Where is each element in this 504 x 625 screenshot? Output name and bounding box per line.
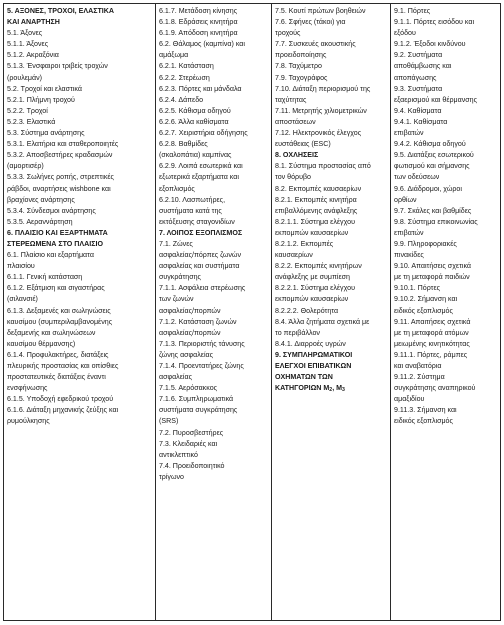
list-item: 7.9. Ταχογράφος bbox=[275, 73, 328, 82]
list-item: 9.4. Καθίσματα bbox=[394, 106, 442, 115]
list-item: 9.8. Σύστημα επικοινωνίας bbox=[394, 217, 478, 226]
list-item: τροχούς bbox=[275, 29, 301, 38]
table-column-1 bbox=[4, 4, 156, 620]
list-item: συστήματα συγκράτησης bbox=[159, 406, 238, 415]
list-item: 5.3.5. Αεραννάρτηση bbox=[7, 217, 73, 226]
list-item: 9.11. Απαιτήσεις σχετικά bbox=[394, 317, 471, 326]
list-item: 8.2.2.2. Θολερότητα bbox=[275, 306, 339, 315]
list-item: 9.7. Σκάλες και βαθμίδες bbox=[394, 206, 472, 215]
list-item: 5.2.1. Πλήμνη τροχού bbox=[7, 95, 75, 104]
list-item: 6.1.7. Μετάδοση κίνησης bbox=[159, 7, 238, 15]
list-item: εκπομπών καυσαερίων bbox=[275, 228, 349, 237]
table-column-4 bbox=[391, 4, 500, 620]
list-item: 5.3.3. Σωλήνες ροπής, στρεπτικές bbox=[7, 173, 114, 182]
list-item: 6.1.3. Δεξαμενές και σωληνώσεις bbox=[7, 306, 111, 315]
list-item: καυσίμου (συμπεριλαμβανομένης bbox=[7, 317, 113, 326]
list-item: 6.1.6. Διάταξη μηχανικής ζεύξης και bbox=[7, 406, 119, 415]
list-item: 7.3. Κλειδαριές και bbox=[159, 439, 218, 448]
list-item: ΚΑΤΗΓΟΡΙΩΝ $M_2$, $M_3$ bbox=[275, 384, 345, 394]
list-item: αποστάσεων bbox=[275, 117, 316, 126]
list-item: 5. ΑΞΟΝΕΣ, ΤΡΟΧΟΙ, ΕΛΑΣΤΙΚΑ bbox=[7, 7, 115, 15]
list-item: 5.3.1. Ελατήρια και σταθεροποιητές bbox=[7, 140, 119, 149]
list-item: βραχίονες ανάρτησης bbox=[7, 195, 75, 204]
list-item: 7.1.4. Προεντατήρες ζώνης bbox=[159, 362, 244, 370]
list-item: 6.1.8. Εδράσεις κινητήρα bbox=[159, 18, 238, 27]
list-item: συγκράτησης bbox=[159, 273, 201, 282]
list-item: 6.1.1. Γενική κατάσταση bbox=[7, 273, 83, 282]
list-item: (σκαλοπάτια) καμπίνας bbox=[159, 151, 232, 160]
list-item: 8.2.2.1. Σύστημα ελέγχου bbox=[275, 284, 355, 293]
list-item: πλευρικής προστασίας και οπίσθιες bbox=[7, 362, 119, 370]
list-item: ειδικός εξοπλισμός bbox=[394, 417, 453, 426]
list-item: 6.2.7. Χειριστήρια οδήγησης bbox=[159, 129, 248, 138]
list-item: 9.11.3. Σήμανση και bbox=[394, 406, 457, 415]
list-item: ζώνης ασφαλείας bbox=[159, 350, 214, 359]
list-item: εκπομπών καυσαερίων bbox=[275, 295, 349, 304]
list-item: των ζωνών bbox=[159, 295, 194, 304]
list-item: (σιλανσιέ) bbox=[7, 295, 38, 304]
list-item: καυσαερίων bbox=[275, 251, 313, 260]
inspection-items-table bbox=[3, 3, 501, 621]
list-item: 7.1.3. Περιοριστής τάνυσης bbox=[159, 339, 245, 348]
list-item: 6.2.2. Στερέωση bbox=[159, 73, 210, 82]
list-item: εκτόξευσης σταγονιδίων bbox=[159, 217, 235, 226]
list-item: 6.2.10. Λασπωτήρες, bbox=[159, 195, 226, 204]
list-item: επιβατών bbox=[394, 228, 424, 237]
list-item: 6.1.9. Απόδοση κινητήρα bbox=[159, 29, 238, 38]
list-item: τον θόρυβο bbox=[275, 173, 311, 182]
list-item: 8. ΟΧΛΗΣΕΙΣ bbox=[275, 151, 319, 160]
list-item: επιβαλλόμενης ανάφλεξης bbox=[275, 206, 358, 215]
list-item: 7.7. Συσκευές ακουστικής bbox=[275, 40, 356, 49]
list-item: 6. ΠΛΑΙΣΙΟ ΚΑΙ ΕΞΑΡΤΗΜΑΤΑ bbox=[7, 228, 108, 237]
list-item: 5.2.2. Τροχοί bbox=[7, 106, 48, 115]
list-item: 7.1. Ζώνες bbox=[159, 239, 193, 248]
list-item: ορθίων bbox=[394, 195, 417, 204]
list-item: 8.4. Άλλα ζητήματα σχετικά με bbox=[275, 317, 370, 326]
list-item: 7.1.1. Ασφάλεια στερέωσης bbox=[159, 284, 246, 293]
list-item: καυσίμου θέρμανσης) bbox=[7, 339, 76, 348]
table-column-2 bbox=[156, 4, 272, 620]
list-item: 8.2.1.1. Σύστημα ελέγχου bbox=[275, 217, 355, 226]
list-item: εξαερισμού και θέρμανσης bbox=[394, 95, 478, 104]
list-item: το περιβάλλον bbox=[275, 328, 320, 337]
list-item: 5.1.1. Άξονες bbox=[7, 40, 49, 49]
list-item: 6.2.9. Λοιπά εσωτερικά και bbox=[159, 162, 243, 171]
list-item: 9.1. Πόρτες bbox=[394, 7, 431, 15]
list-item: 5.2.3. Ελαστικά bbox=[7, 117, 56, 126]
list-item: εξωτερικά εξαρτήματα και bbox=[159, 173, 239, 182]
list-item: με τη μεταφορά ατόμων bbox=[394, 328, 469, 337]
list-item: 6.2.8. Βαθμίδες bbox=[159, 140, 208, 149]
list-item: (SRS) bbox=[159, 417, 179, 426]
list-item: 8.4.1. Διαρροές υγρών bbox=[275, 339, 346, 348]
list-item: τρίγωνο bbox=[159, 472, 184, 481]
list-item: εξόδου bbox=[394, 29, 416, 38]
list-item: 9.10.2. Σήμανση και bbox=[394, 295, 458, 304]
list-item: 9.10. Απαιτήσεις σχετικά bbox=[394, 262, 472, 271]
list-item: 7.12. Ηλεκτρονικός έλεγχος bbox=[275, 129, 362, 138]
list-item: 9.2. Συστήματα bbox=[394, 51, 443, 60]
list-item: 9. ΣΥΜΠΛΗΡΩΜΑΤΙΚΟΙ bbox=[275, 350, 353, 359]
list-item: ράβδοι, αναρτήσεις wishbone και bbox=[7, 184, 111, 193]
list-item: 9.10.1. Πόρτες bbox=[394, 284, 441, 293]
list-item: αντικλεπτικό bbox=[159, 450, 198, 459]
list-item: 9.11.1. Πόρτες, ράμπες bbox=[394, 350, 468, 359]
list-item: των οδεύσεων bbox=[394, 173, 440, 182]
list-item: 9.4.2. Κάθισμα οδηγού bbox=[394, 140, 466, 149]
list-item: 5.2. Τροχοί και ελαστικά bbox=[7, 84, 82, 93]
list-item: ειδικός εξοπλισμός bbox=[394, 306, 453, 315]
list-item: πλαισίου bbox=[7, 262, 35, 271]
list-item: αποπάγωσης bbox=[394, 73, 437, 82]
list-item: 9.4.1. Καθίσματα bbox=[394, 117, 448, 126]
list-item: 8.2.1.2. Εκπομπές bbox=[275, 239, 334, 248]
list-item: προστατευτικές διατάξεις έναντι bbox=[7, 373, 106, 382]
list-item: συγκράτησης αναπηρικού bbox=[394, 384, 476, 393]
list-item: 6.1.4. Προφυλακτήρες, διατάξεις bbox=[7, 350, 109, 359]
list-item: 5.3.4. Σύνδεσμοι ανάρτησης bbox=[7, 206, 96, 215]
list-item: 7.11. Μετρητής χιλιομετρικών bbox=[275, 106, 367, 115]
list-item: 8.2. Εκπομπές καυσαερίων bbox=[275, 184, 362, 193]
list-item: 7.4. Προειδοποιητικό bbox=[159, 461, 225, 470]
list-item: 7.5. Κουτί πρώτων βοηθειών bbox=[275, 7, 366, 15]
list-item: 8.1. Σύστημα προστασίας από bbox=[275, 162, 371, 171]
list-item: 9.6. Διάδρομοι, χώροι bbox=[394, 184, 462, 193]
list-item: 6.1.5. Υποδοχή εφεδρικού τροχού bbox=[7, 395, 114, 404]
list-item: ΣΤΕΡΕΩΜΕΝΑ ΣΤΟ ΠΛΑΙΣΙΟ bbox=[7, 239, 103, 248]
list-item: επιβατών bbox=[394, 129, 424, 138]
table-column-3 bbox=[272, 4, 391, 620]
list-item: 7.8. Ταχύμετρο bbox=[275, 62, 322, 71]
list-item: εξοπλισμός bbox=[159, 184, 195, 193]
list-item: προειδοποίησης bbox=[275, 51, 327, 60]
list-item: 7. ΛΟΙΠΟΣ ΕΞΟΠΛΙΣΜΟΣ bbox=[159, 228, 243, 237]
list-item: ΚΑΙ ΑΝΑΡΤΗΣΗ bbox=[7, 18, 60, 27]
list-item: ΟΧΗΜΑΤΩΝ ΤΩΝ bbox=[275, 373, 333, 382]
list-item: 5.3.2. Αποσβεστήρες κραδασμών bbox=[7, 151, 113, 160]
list-item: ασφαλείας/πορπών bbox=[159, 328, 221, 337]
list-item: 9.1.2. Έξοδοι κινδύνου bbox=[394, 40, 466, 49]
list-item: και αναβατόρια bbox=[394, 362, 442, 370]
list-item: 8.2.2. Εκπομπές κινητήρων bbox=[275, 262, 362, 271]
list-item: 7.1.2. Κατάσταση ζωνών bbox=[159, 317, 237, 326]
list-item: μειωμένης κινητικότητας bbox=[394, 339, 470, 348]
list-item: 5.1.3. Ένσφαιροι τριβείς τροχών bbox=[7, 62, 108, 71]
list-item: 7.6. Σφήνες (τάκοι) για bbox=[275, 18, 346, 27]
list-item: δεξαμενής και σωληνώσεων bbox=[7, 328, 96, 337]
list-item: 9.3. Συστήματα bbox=[394, 84, 443, 93]
list-item: 6.2.5. Κάθισμα οδηγού bbox=[159, 106, 231, 115]
list-item: 5.3. Σύστημα ανάρτησης bbox=[7, 129, 85, 138]
list-item: 7.1.6. Συμπληρωματικά bbox=[159, 395, 234, 404]
list-item: 6.2.4. Δάπεδο bbox=[159, 95, 204, 104]
list-item: ευστάθειας (ESC) bbox=[275, 140, 331, 149]
list-item: ασφαλείας και συστήματα bbox=[159, 262, 240, 271]
list-item: πινακίδες bbox=[394, 251, 424, 260]
list-item: 9.11.2. Σύστημα bbox=[394, 373, 445, 382]
list-item: 7.2. Πυροσβεστήρες bbox=[159, 428, 224, 437]
list-item: 6.2.3. Πόρτες και μάνδαλα bbox=[159, 84, 242, 93]
list-item: με τη μεταφορά παιδιών bbox=[394, 273, 470, 282]
list-item: 6.1.2. Εξάτμιση και σιγαστήρας bbox=[7, 284, 105, 293]
list-item: 7.1.5. Αερόσακκος bbox=[159, 384, 218, 393]
list-item: αποθάμβωσης και bbox=[394, 62, 452, 71]
list-item: αμάξωμα bbox=[159, 51, 189, 60]
list-item: (αμορτισέρ) bbox=[7, 162, 44, 171]
list-item: 5.1. Άξονες bbox=[7, 29, 43, 38]
list-item: 6.2. Θάλαμος (καμπίνα) και bbox=[159, 40, 245, 49]
list-item: 8.2.1. Εκπομπές κινητήρα bbox=[275, 195, 357, 204]
list-item: ασφαλείας/πορπών bbox=[159, 306, 221, 315]
list-item: συστήματα κατά της bbox=[159, 206, 222, 215]
list-item: 6.2.6. Άλλα καθίσματα bbox=[159, 117, 229, 126]
list-item: 9.1.1. Πόρτες εισόδου και bbox=[394, 18, 475, 27]
list-item: 9.5. Διατάξεις εσωτερικού bbox=[394, 151, 474, 160]
list-item: 9.9. Πληροφοριακές bbox=[394, 239, 457, 248]
list-item: (ρουλεμάν) bbox=[7, 73, 43, 82]
list-item: ενσφήνωσης bbox=[7, 384, 48, 393]
list-item: 6.1. Πλαίσιο και εξαρτήματα bbox=[7, 251, 94, 260]
list-item: ρυμούλκησης bbox=[7, 417, 50, 426]
list-item: ασφαλείας/πόρπες ζωνών bbox=[159, 251, 242, 260]
list-item: αμαξιδίου bbox=[394, 395, 425, 404]
list-item: 6.2.1. Κατάσταση bbox=[159, 62, 214, 71]
list-item: ταχύτητας bbox=[275, 95, 307, 104]
list-item: 5.1.2. Ακραξόνια bbox=[7, 51, 59, 60]
list-item: ασφαλείας bbox=[159, 373, 192, 382]
list-item: ΕΛΕΓΧΟΙ ΕΠΙΒΑΤΙΚΩΝ bbox=[275, 362, 352, 370]
list-item: ανάφλεξης με συμπίεση bbox=[275, 273, 350, 282]
list-item: 7.10. Διάταξη περιορισμού της bbox=[275, 84, 371, 93]
list-item: φωτισμού και σήμανσης bbox=[394, 162, 470, 171]
